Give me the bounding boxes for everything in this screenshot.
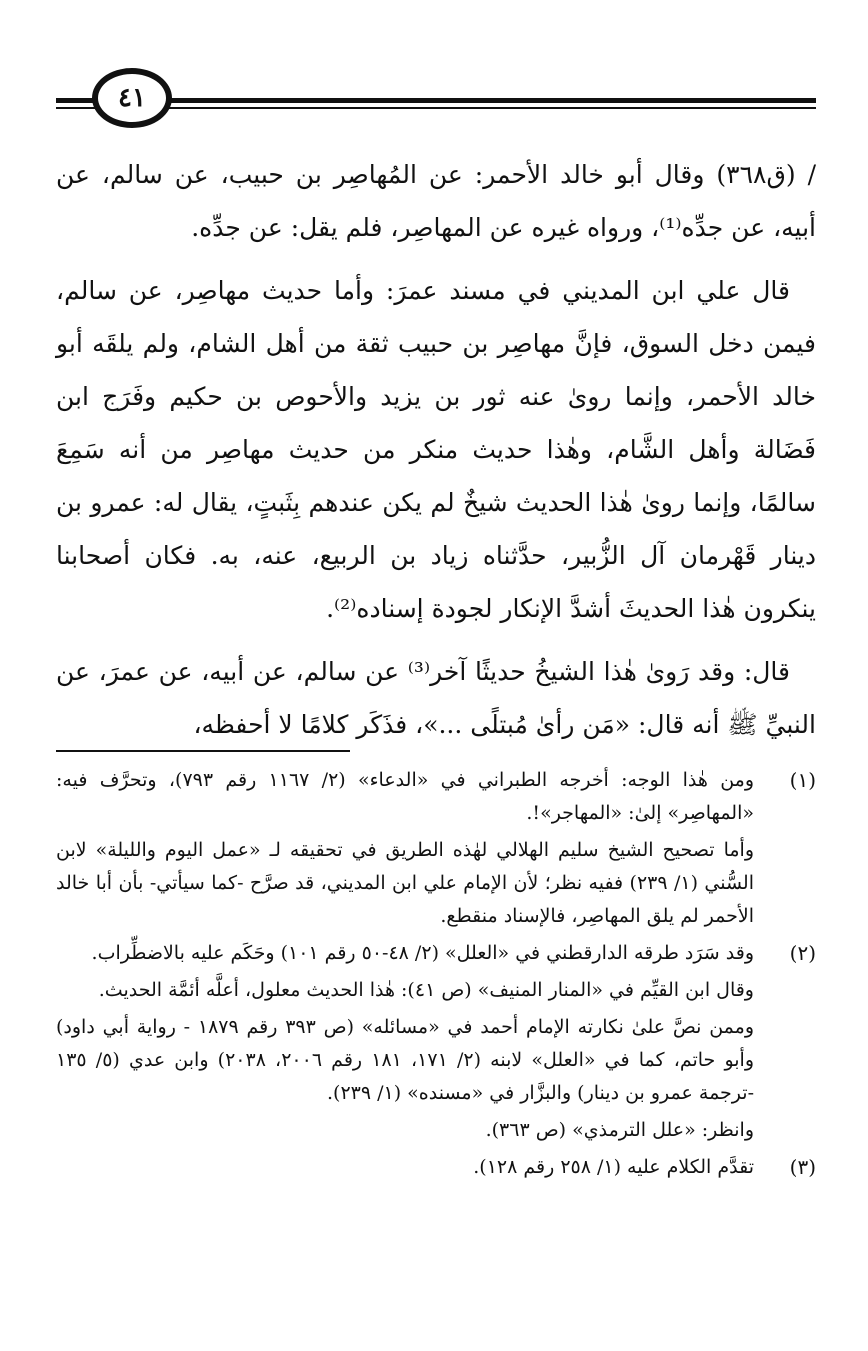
footnotes xyxy=(56,764,816,1188)
footnote-line: تقدَّم الكلام عليه (١/ ٢٥٨ رقم ١٢٨). xyxy=(473,1156,754,1178)
footnote-line: وممن نصَّ علىٰ نكارته الإمام أحمد في «مسائله» (ص ٣٩٣ رقم ١٨٧٩ - رواية أبي داود) وأبو حاتم، كما في «العلل» لابنه (٢/ ١٧١، ١٨١ رقم ٢٠٠٦، ٢٠٣٨) وابن عدي (٥/ ١٣٥ -ترجمة عمرو بن دينار) والبزَّار في «مسنده» (١/ ٢٣٩). xyxy=(56,1016,755,1104)
footnote-line: ومن هٰذا الوجه: أخرجه الطبراني في «الدعاء» (٢/ ١١٦٧ رقم ٧٩٣)، وتحرَّف فيه: «المهاصِر» إلىٰ: «المهاجر»!. xyxy=(56,769,755,824)
paragraph-2: قال علي ابن المديني في مسند عمرَ: وأما حديث مهاصِر، عن سالم، فيمن دخل السوق، فإنَّ مهاصِر بن حبيب ثقة من أهل الشام، ولم يلقَه أبو خالد الأحمر، وإنما روىٰ عنه ثور بن يزيد والأحوص بن حكيم وفَرَج ابن فَضَالة وأهل الشَّام، وهٰذا حديث منكر من حديث مهاصِر من أنه سَمِعَ سالمًا، وإنما روىٰ هٰذا الحديث شيخٌ لم يكن عندهم بِثَبتٍ، يقال له: عمرو بن دينار قَهْرمان آل الزُّبير، حدَّثناه زياد بن الربيع، عنه، به. فكان أصحابنا ينكرون هٰذا الحديثَ أشدَّ الإنكار لجودة إسناده⁽²⁾. xyxy=(56,276,816,623)
footnote-line: وأما تصحيح الشيخ سليم الهلالي لهٰذه الطريق في تحقيقه لـ «عمل اليوم والليلة» لابن السُّني (١/ ٢٣٩) ففيه نظر؛ لأن الإمام علي ابن المديني، قد صرَّح -كما سيأتي- بأن أبا خالد الأحمر لم يلق المهاصِر، فالإسناد منقطع. xyxy=(56,839,754,927)
footnote-number: (٣) xyxy=(789,1155,816,1179)
footnote-3 xyxy=(56,1151,816,1184)
page-number: ٤١ xyxy=(118,83,146,113)
paragraph-1: / (ق٣٦٨) وقال أبو خالد الأحمر: عن المُهاصِر بن حبيب، عن سالم، عن أبيه، عن جدِّه⁽¹⁾، ورواه غيره عن المهاصِر، فلم يقل: عن جدِّه. xyxy=(56,160,816,242)
paragraph-3: قال: وقد رَوىٰ هٰذا الشيخُ حديثًا آخر⁽³⁾ عن سالم، عن أبيه، عن عمرَ، عن النبيِّ ﷺ أنه قال: «مَن رأىٰ مُبتلًى ...»، فذَكَر كلامًا لا أحفظه، xyxy=(56,657,816,739)
footnote-number: (١) xyxy=(789,768,816,792)
footnote-2 xyxy=(56,937,816,1147)
footnote-1 xyxy=(56,764,816,933)
footnote-line: وانظر: «علل الترمذي» (ص ٣٦٣). xyxy=(485,1119,754,1141)
footnote-separator xyxy=(56,750,350,752)
main-text xyxy=(56,148,816,761)
footnote-number: (٢) xyxy=(789,941,816,965)
page-header xyxy=(56,66,816,136)
footnote-line: وقد سَرَد طرقه الدارقطني في «العلل» (٢/ ٤٨-٥٠ رقم ١٠١) وحَكَم عليه بالاضطِّراب. xyxy=(91,942,754,964)
page-number-badge xyxy=(92,68,172,128)
footnote-line: وقال ابن القيِّم في «المنار المنيف» (ص ٤١): هٰذا الحديث معلول، أعلَّه أئمَّة الحديث. xyxy=(98,979,754,1001)
